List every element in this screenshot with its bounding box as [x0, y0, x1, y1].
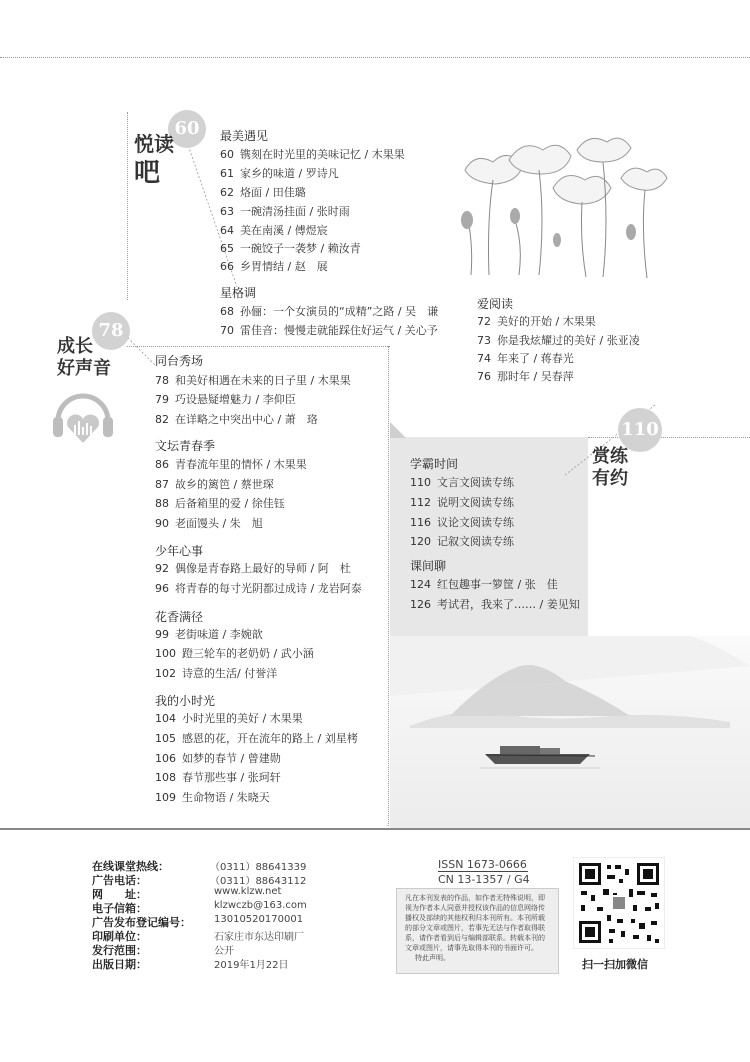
section-title: 我的小时光	[155, 694, 216, 708]
copyright-notice	[396, 888, 559, 974]
yuedu-page-badge: 60	[168, 110, 206, 148]
chengzhang-brand-line1: 成长	[57, 336, 93, 357]
info-value: （0311）88643112	[210, 876, 307, 887]
shanglian-brand-line1: 赏练	[592, 446, 628, 467]
section-title: 星格调	[220, 286, 257, 300]
toc-item[interactable]: 124 红包趣事一箩筐 / 张 佳	[410, 578, 558, 591]
toc-item[interactable]: 68 孙俪：一个女演员的“成精”之路 / 吴 谦	[220, 305, 439, 318]
toc-item[interactable]: 65 一碗饺子一袭梦 / 赖汝青	[220, 242, 361, 255]
shanglian-page-badge: 110	[618, 408, 662, 452]
chengzhang-top-rule	[127, 346, 390, 347]
toc-item[interactable]: 76 那时年 / 吴春萍	[477, 370, 574, 383]
issn-number: ISSN 1673-0666	[438, 858, 527, 871]
toc-item[interactable]: 87 故乡的篱笆 / 蔡世琛	[155, 478, 274, 491]
toc-item[interactable]: 104 小时光里的美好 / 木果果	[155, 712, 303, 725]
toc-item[interactable]: 86 青春流年里的情怀 / 木果果	[155, 458, 307, 471]
qr-code[interactable]	[573, 857, 665, 949]
info-label: 在线课堂热线：	[92, 860, 169, 873]
qr-caption: 扫一扫加微信	[582, 958, 648, 971]
yuedu-brand-line1: 悦读	[134, 132, 174, 156]
toc-item[interactable]: 60 镌刻在时光里的美味记忆 / 木果果	[220, 148, 405, 161]
toc-item[interactable]: 99 老街味道 / 李婉歆	[155, 628, 263, 641]
toc-item[interactable]: 62 烙面 / 田佳璐	[220, 186, 306, 199]
info-value: 公开	[214, 946, 234, 957]
info-value: 13010520170001	[214, 914, 304, 925]
issn-rule	[438, 871, 528, 872]
chengzhang-brand-line2: 好声音	[57, 358, 111, 379]
headphone-heart-icon	[50, 385, 116, 451]
toc-item[interactable]: 79 巧设悬疑增魅力 / 李仰臣	[155, 393, 296, 406]
toc-item[interactable]: 88 后备箱里的爱 / 徐佳钰	[155, 497, 285, 510]
section-title: 花香满径	[155, 610, 204, 624]
misty-lake-boat-illustration	[390, 636, 750, 828]
toc-item[interactable]: 110 文言文阅读专练	[410, 476, 514, 489]
shanglian-brand-line2: 有约	[592, 468, 628, 489]
section-title: 课间聊	[410, 559, 447, 573]
toc-item[interactable]: 64 美在南溪 / 傅煜宸	[220, 224, 328, 237]
footer-divider	[0, 828, 750, 830]
top-divider	[0, 57, 750, 58]
info-value: 石家庄市东达印刷厂	[214, 932, 304, 943]
toc-item[interactable]: 63 一碗清汤挂面 / 张时雨	[220, 205, 350, 218]
cn-number: CN 13-1357 / G4	[438, 873, 530, 886]
info-value-website[interactable]: www.klzw.net	[214, 886, 282, 897]
toc-item[interactable]: 102 诗意的生活/ 付誉洋	[155, 667, 278, 680]
toc-item[interactable]: 92 偶像是青春路上最好的导师 / 阿 杜	[155, 562, 351, 575]
info-label: 广告电话：	[92, 874, 147, 887]
chengzhang-page-badge: 78	[92, 312, 130, 350]
toc-item[interactable]: 66 乡胃情结 / 赵 展	[220, 260, 328, 273]
poppy-flowers-illustration	[445, 120, 670, 280]
toc-item[interactable]: 126 考试君，我来了…… / 姜见知	[410, 598, 580, 611]
toc-item[interactable]: 78 和美好相遇在未来的日子里 / 木果果	[155, 374, 351, 387]
toc-item[interactable]: 61 家乡的味道 / 罗诗凡	[220, 167, 339, 180]
copyright-notice-text: 凡在本刊发表的作品，如作者无特殊说明，即视为作者本人同意并授权该作品的信息网络传播权及部续的其他权利归本刊所有。本刊所载的部分文章或图片，若事先无法与作者取得联系，请作者看到后与编辑部联系。转载本刊的文章或图片，请事先取得本刊的书面许可。	[405, 894, 545, 952]
info-label: 印刷单位：	[92, 930, 147, 943]
toc-item[interactable]: 96 将青春的每寸光阴都过成诗 / 龙岩阿泰	[155, 582, 362, 595]
toc-item[interactable]: 106 如梦的春节 / 曾建勋	[155, 752, 281, 765]
toc-item[interactable]: 90 老面馒头 / 朱 旭	[155, 517, 263, 530]
info-value: 2019年1月22日	[214, 960, 289, 971]
toc-item[interactable]: 105 感恩的花，开在流年的路上 / 刘星栲	[155, 732, 358, 745]
toc-item[interactable]: 109 生命物语 / 朱晓天	[155, 791, 270, 804]
toc-item[interactable]: 100 蹬三轮车的老奶奶 / 武小涵	[155, 647, 314, 660]
section-title: 最美遇见	[220, 129, 269, 143]
info-label: 发行范围：	[92, 944, 147, 957]
info-value: （0311）88641339	[210, 862, 307, 873]
section-title: 少年心事	[155, 544, 204, 558]
toc-item[interactable]: 70 雷佳音：慢慢走就能踩住好运气 / 关心予	[220, 324, 438, 337]
toc-item[interactable]: 112 说明文阅读专练	[410, 496, 514, 509]
toc-item[interactable]: 116 议论文阅读专练	[410, 516, 514, 529]
section-title: 文坛青春季	[155, 439, 216, 453]
yuedu-brand-line2: 吧	[134, 158, 161, 188]
section-title: 学霸时间	[410, 457, 459, 471]
info-label: 出版日期：	[92, 958, 147, 971]
toc-item[interactable]: 73 你是我炫耀过的美好 / 张亚凌	[477, 334, 640, 347]
panel-corner-triangle	[388, 420, 412, 444]
toc-item[interactable]: 82 在详略之中突出中心 / 萧 珞	[155, 413, 318, 426]
section-title: 爱阅读	[477, 297, 514, 311]
copyright-notice-end: 特此声明。	[415, 954, 450, 962]
toc-item[interactable]: 74 年来了 / 蒋春光	[477, 352, 574, 365]
info-value-email[interactable]: klzwczb@163.com	[214, 900, 307, 911]
info-label: 广告发布登记编号：	[92, 916, 191, 929]
toc-item[interactable]: 120 记叙文阅读专练	[410, 535, 514, 548]
toc-item[interactable]: 72 美好的开始 / 木果果	[477, 315, 596, 328]
info-label: 网 址：	[92, 888, 147, 901]
chengzhang-right-rule	[388, 346, 389, 826]
info-label: 电子信箱：	[92, 902, 147, 915]
section-title: 同台秀场	[155, 354, 204, 368]
toc-item[interactable]: 108 春节那些事 / 张珂轩	[155, 771, 281, 784]
